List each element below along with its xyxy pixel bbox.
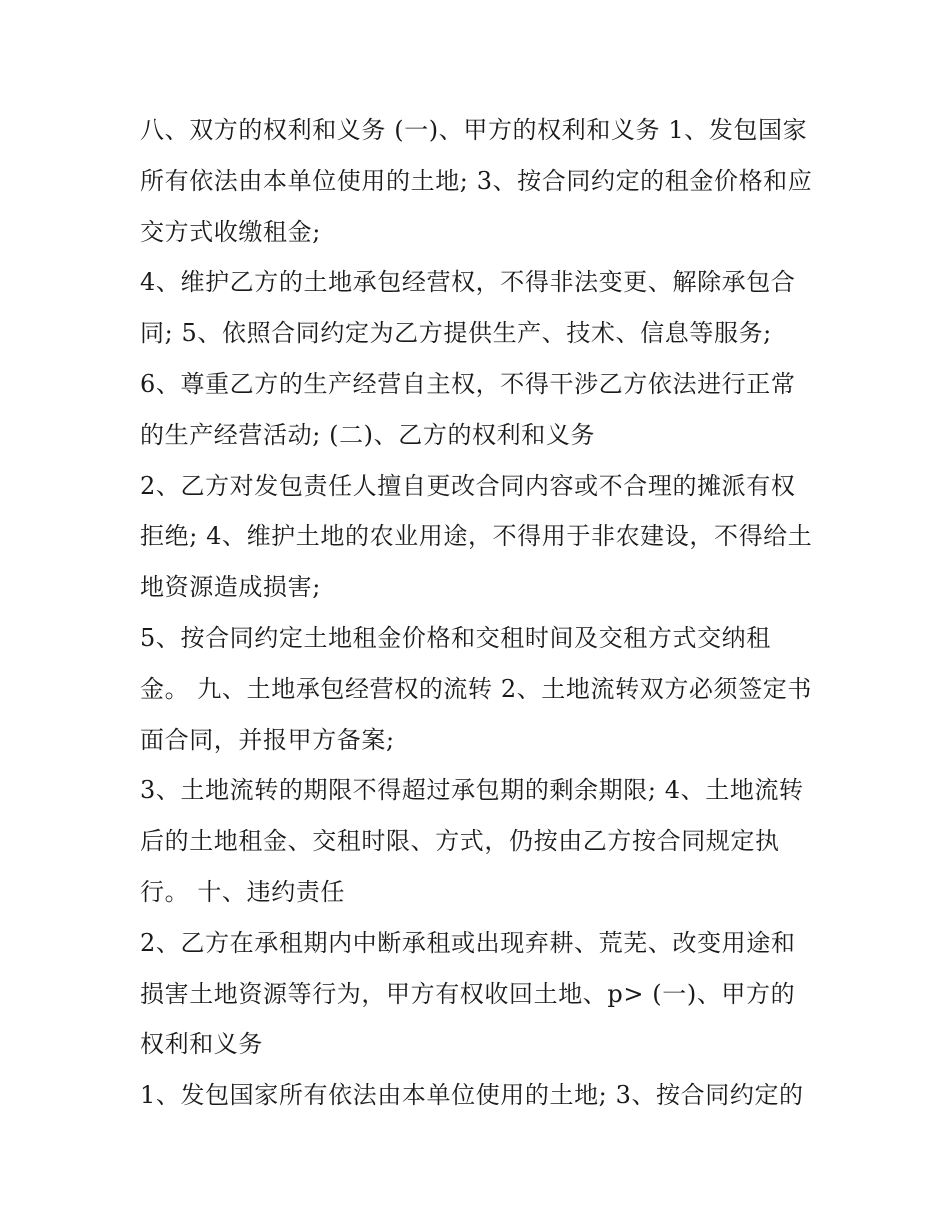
text-line: 6、尊重乙方的生产经营自主权，不得干涉乙方依法进行正常 bbox=[140, 369, 796, 398]
text-line: 1、发包国家所有依法由本单位使用的土地; 3、按合同约定的 bbox=[140, 1081, 804, 1110]
text-line: 八、双方的权利和义务 (一)、甲方的权利和义务 1、发包国家 bbox=[140, 116, 808, 144]
document-body bbox=[140, 105, 830, 1121]
text-line: 交方式收缴租金; bbox=[140, 217, 321, 246]
text-line: 金。 九、土地承包经营权的流转 2、土地流转双方必须签定书 bbox=[140, 674, 812, 703]
text-line: 地资源造成损害; bbox=[140, 573, 321, 602]
text-line: 所有依法由本单位使用的土地; 3、按合同约定的租金价格和应 bbox=[140, 166, 813, 195]
text-line: 权利和义务 bbox=[140, 1030, 263, 1059]
text-line: 5、按合同约定土地租金价格和交租时间及交租方式交纳租 bbox=[140, 623, 771, 652]
text-line: 2、乙方在承租期内中断承租或出现弃耕、荒芜、改变用途和 bbox=[140, 928, 796, 957]
text-line: 行。 十、违约责任 bbox=[140, 877, 346, 906]
text-line: 同; 5、依照合同约定为乙方提供生产、技术、信息等服务; bbox=[140, 319, 772, 348]
text-line: 面合同，并报甲方备案; bbox=[140, 725, 395, 754]
text-line: 拒绝; 4、维护土地的农业用途，不得用于非农建设，不得给土 bbox=[140, 522, 813, 551]
text-line: 的生产经营活动; (二)、乙方的权利和义务 bbox=[140, 420, 596, 449]
text-line: 2、乙方对发包责任人擅自更改合同内容或不合理的摊派有权 bbox=[140, 471, 796, 500]
text-line: 后的土地租金、交租时限、方式，仍按由乙方按合同规定执 bbox=[140, 827, 780, 856]
text-line: 3、土地流转的期限不得超过承包期的剩余期限; 4、土地流转 bbox=[140, 776, 804, 805]
text-line: 损害土地资源等行为，甲方有权收回土地、p> (一)、甲方的 bbox=[140, 979, 796, 1008]
text-line: 4、维护乙方的土地承包经营权，不得非法变更、解除承包合 bbox=[140, 268, 796, 297]
